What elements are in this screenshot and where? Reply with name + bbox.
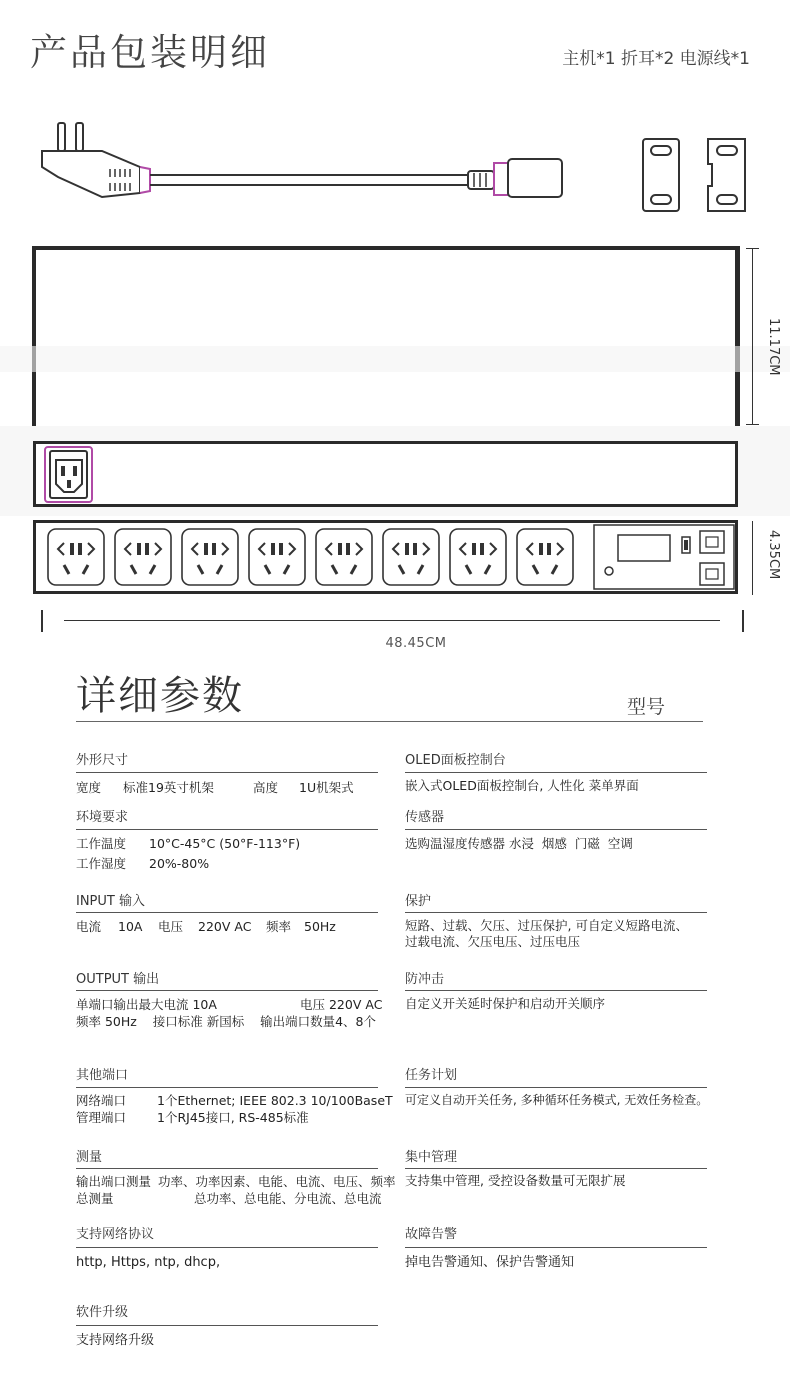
temp-value: 10°C-45°C (50°F-113°F) xyxy=(149,836,301,851)
central-value: 支持集中管理, 受控设备数量可无限扩展 xyxy=(405,1173,626,1188)
protocol-section-title: 支持网络协议 xyxy=(76,1227,155,1242)
protect-line-2: 过载电流、欠压电压、过压电压 xyxy=(405,934,581,949)
width-dimension-tick-right xyxy=(742,610,744,632)
upgrade-section-title: 软件升级 xyxy=(76,1305,129,1320)
surge-section-title: 防冲击 xyxy=(405,972,445,987)
mgmt-label: 管理端口 xyxy=(76,1110,127,1125)
outlet-socket xyxy=(517,529,573,585)
params-divider xyxy=(76,721,703,722)
measure-out-label: 输出端口测量 xyxy=(76,1174,152,1189)
protect-line-1: 短路、过载、欠压、过压保护, 可自定义短路电流、 xyxy=(405,918,688,933)
voltage-label: 电压 xyxy=(158,919,184,934)
outlet-socket xyxy=(316,529,372,585)
section-divider xyxy=(405,829,707,830)
power-cable-illustration xyxy=(30,115,570,215)
section-divider xyxy=(76,1325,378,1326)
humidity-label: 工作湿度 xyxy=(76,856,127,871)
package-title: 产品包装明细 xyxy=(30,31,270,74)
section-divider xyxy=(405,990,707,991)
section-divider xyxy=(76,912,378,913)
measure-out-value: 功率、功率因素、电能、电流、电压、频率 xyxy=(158,1174,396,1189)
width-value: 标准19英寸机架 xyxy=(123,780,214,795)
env-temp-row xyxy=(76,835,300,852)
height-front-label: 11.17CM xyxy=(766,318,781,376)
section-divider xyxy=(76,772,378,773)
central-section-title: 集中管理 xyxy=(405,1150,458,1165)
mgmt-value: 1个RJ45接口, RS-485标准 xyxy=(157,1110,309,1125)
device-rear-view xyxy=(33,441,738,507)
section-divider xyxy=(76,1087,378,1088)
input-row xyxy=(76,918,336,935)
output-line-1b: 电压 220V AC xyxy=(300,997,383,1012)
height-label: 高度 xyxy=(253,780,279,795)
freq-value: 50Hz xyxy=(304,919,336,934)
input-section-title: INPUT 输入 xyxy=(76,894,145,909)
alarm-value: 掉电告警通知、保护告警通知 xyxy=(405,1255,575,1270)
temp-label: 工作温度 xyxy=(76,836,127,851)
outlet-socket xyxy=(48,529,104,585)
section-divider xyxy=(76,990,378,991)
output-section-title: OUTPUT 输出 xyxy=(76,972,160,987)
mgmt-port-row xyxy=(76,1109,309,1126)
shape-row xyxy=(76,779,354,796)
task-value: 可定义自动开关任务, 多种循环任务模式, 无效任务检查。 xyxy=(405,1093,709,1107)
ports-section-title: 其他端口 xyxy=(76,1068,129,1083)
height-side-label: 4.35CM xyxy=(766,530,781,580)
section-divider xyxy=(76,1168,378,1169)
upgrade-value: 支持网络升级 xyxy=(76,1333,155,1348)
width-dimension-tick-left xyxy=(41,610,43,632)
surge-value: 自定义开关延时保护和启动开关顺序 xyxy=(405,996,606,1011)
power-inlet-icon xyxy=(44,446,94,504)
humidity-value: 20%-80% xyxy=(149,856,210,871)
outlet-socket xyxy=(383,529,439,585)
section-divider xyxy=(405,1087,707,1088)
section-divider xyxy=(405,772,707,773)
section-divider xyxy=(76,829,378,830)
height-value: 1U机架式 xyxy=(299,780,354,795)
params-title: 详细参数 xyxy=(76,673,244,719)
rack-ears-illustration xyxy=(640,136,750,214)
section-divider xyxy=(405,912,707,913)
background-band xyxy=(0,346,790,372)
current-value: 10A xyxy=(118,919,143,934)
height-dimension-tick xyxy=(746,424,759,425)
sensor-value: 选购温湿度传感器 水浸 烟感 门磁 空调 xyxy=(405,836,633,851)
outlet-socket xyxy=(249,529,305,585)
net-value: 1个Ethernet; IEEE 802.3 10/100BaseT xyxy=(157,1093,393,1108)
measure-out-row xyxy=(76,1173,396,1190)
outlet-row xyxy=(36,523,736,591)
protocol-value: http, Https, ntp, dhcp, xyxy=(76,1255,221,1270)
outlet-socket xyxy=(115,529,171,585)
current-label: 电流 xyxy=(76,919,102,934)
net-port-row xyxy=(76,1092,393,1109)
env-humidity-row xyxy=(76,855,209,872)
oled-value: 嵌入式OLED面板控制台, 人性化 菜单界面 xyxy=(405,778,639,793)
height-dimension-line xyxy=(752,248,753,424)
package-contents: 主机*1 折耳*2 电源线*1 xyxy=(562,49,750,69)
section-divider xyxy=(76,1247,378,1248)
measure-total-value: 总功率、总电能、分电流、总电流 xyxy=(194,1191,382,1206)
section-divider xyxy=(405,1247,707,1248)
model-label: 型号 xyxy=(627,696,666,718)
alarm-section-title: 故障告警 xyxy=(405,1227,458,1242)
height-dimension-tick xyxy=(746,248,759,249)
net-label: 网络端口 xyxy=(76,1093,127,1108)
env-section-title: 环境要求 xyxy=(76,810,129,825)
width-label: 48.45CM xyxy=(385,636,447,651)
device-edge xyxy=(735,248,739,426)
measure-total-label: 总测量 xyxy=(76,1191,114,1206)
protect-section-title: 保护 xyxy=(405,894,432,909)
measure-section-title: 测量 xyxy=(76,1150,103,1165)
measure-total-row xyxy=(76,1190,382,1207)
task-section-title: 任务计划 xyxy=(405,1068,458,1083)
shape-section-title: 外形尺寸 xyxy=(76,753,129,768)
output-line-1a: 单端口输出最大电流 10A xyxy=(76,997,217,1012)
width-dimension-line xyxy=(64,620,720,621)
outlet-socket xyxy=(450,529,506,585)
device-top-view xyxy=(32,246,740,430)
sensor-section-title: 传感器 xyxy=(405,810,445,825)
freq-label: 频率 xyxy=(266,919,292,934)
output-line-2: 频率 50Hz 接口标准 新国标 输出端口数量4、8个 xyxy=(76,1014,377,1029)
width-label: 宽度 xyxy=(76,780,102,795)
outlet-socket xyxy=(182,529,238,585)
oled-section-title: OLED面板控制台 xyxy=(405,753,506,768)
section-divider xyxy=(405,1168,707,1169)
side-height-dimension-line xyxy=(752,521,753,595)
voltage-value: 220V AC xyxy=(198,919,252,934)
